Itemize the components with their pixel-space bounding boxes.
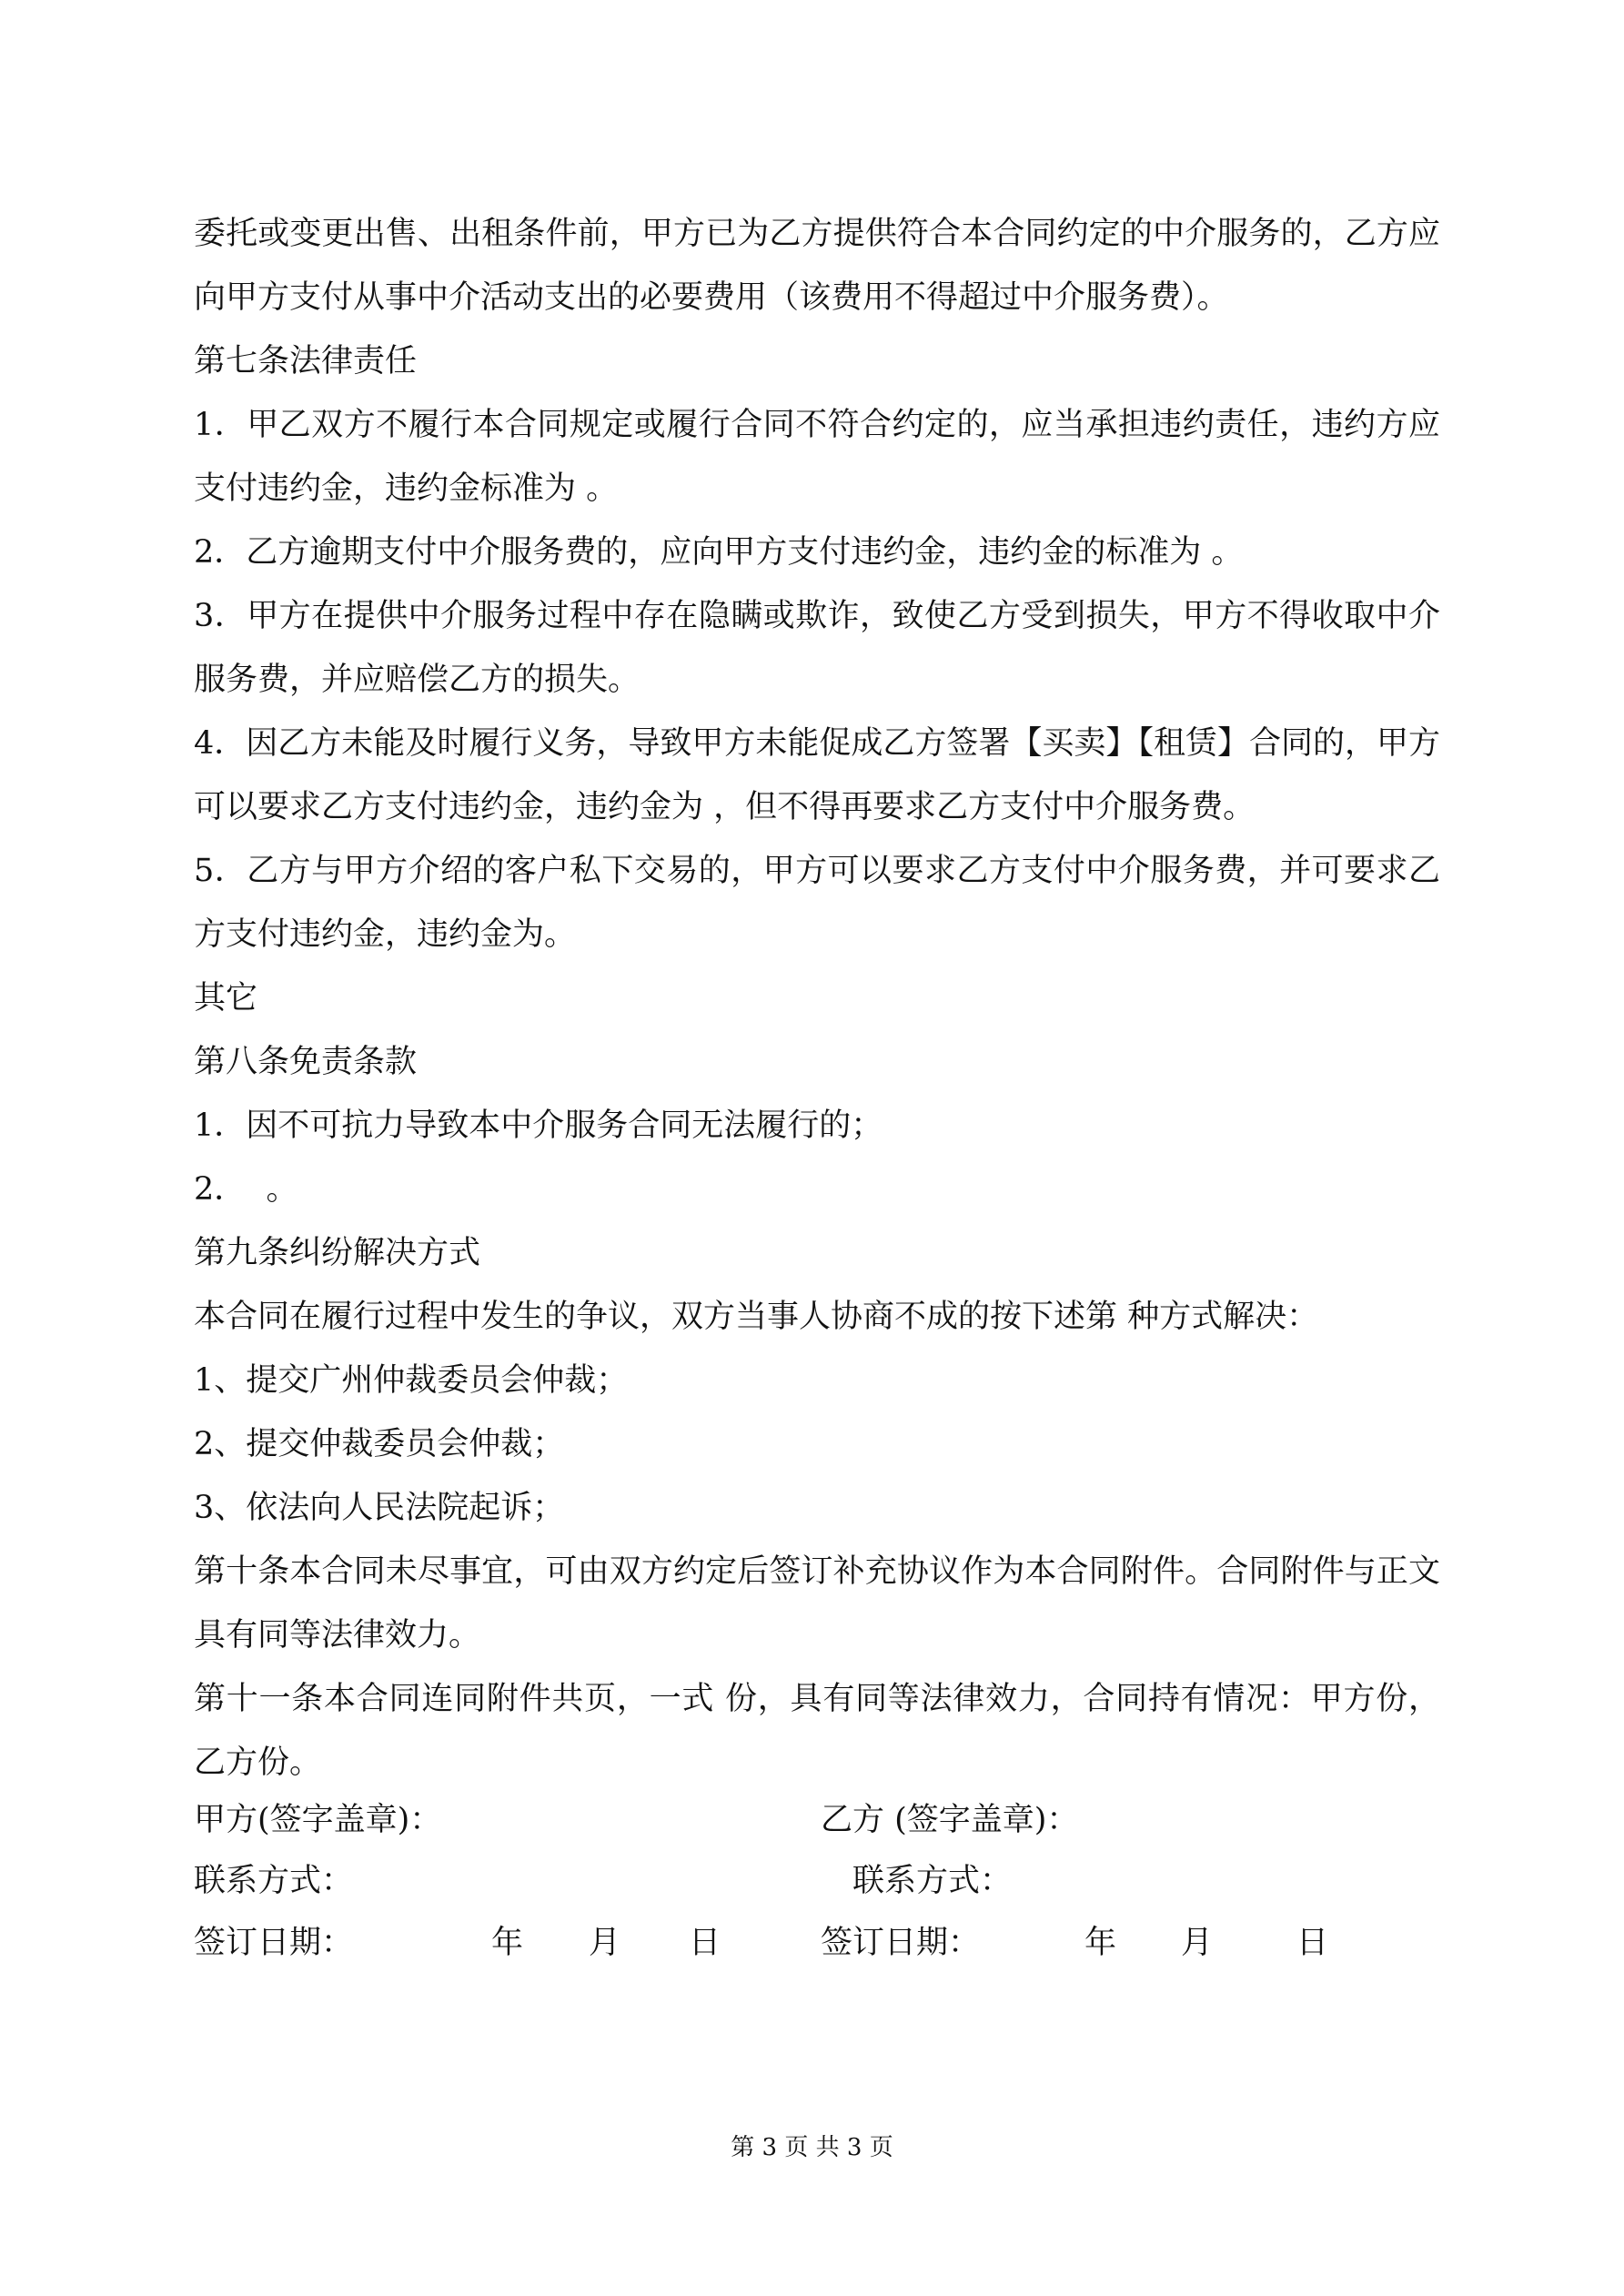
section-heading: 第七条法律责任 — [194, 343, 418, 379]
paragraph: 本合同在履行过程中发生的争议，双方当事人协商不成的按下述第 种方式解决： — [194, 1299, 1319, 1335]
party-b-month-label: 月 — [1181, 1925, 1214, 1961]
paragraph: 2．乙方逾期支付中介服务费的，应向甲方支付违约金，违约金的标准为 。 — [194, 534, 1244, 571]
party-b-year-label: 年 — [1084, 1925, 1117, 1961]
paragraph: 1．甲乙双方不履行本合同规定或履行合同不符合约定的，应当承担违约责任，违约方应支付违约金，违约金标准为 。 — [194, 407, 1440, 507]
party-a-day-label: 日 — [689, 1925, 721, 1961]
paragraph: 3、依法向人民法院起诉； — [194, 1490, 565, 1526]
paragraph: 1、提交广州仲裁委员会仲裁； — [194, 1362, 629, 1399]
section-heading: 第八条免责条款 — [194, 1044, 418, 1080]
section-heading: 第九条纠纷解决方式 — [194, 1235, 481, 1271]
paragraph: 第十条本合同未尽事宜，可由双方约定后签订补充协议作为本合同附件。合同附件与正文具有同等法律效力。 — [194, 1553, 1440, 1654]
paragraph: 3．甲方在提供中介服务过程中存在隐瞒或欺诈，致使乙方受到损失，甲方不得收取中介服务费，并应赔偿乙方的损失。 — [194, 598, 1440, 698]
paragraph: 2、提交仲裁委员会仲裁； — [194, 1426, 565, 1462]
paragraph: 1．因不可抗力导致本中介服务合同无法履行的； — [194, 1108, 883, 1144]
party-b-day-label: 日 — [1296, 1925, 1329, 1961]
party-a-year-label: 年 — [491, 1925, 524, 1961]
paragraph: 5．乙方与甲方介绍的客户私下交易的，甲方可以要求乙方支付中介服务费，并可要求乙方支付违约金，违约金为。 — [194, 853, 1440, 953]
party-a-contact-label: 联系方式： — [194, 1863, 354, 1899]
party-a-date-label: 签订日期： — [194, 1925, 354, 1961]
party-a-signature-label: 甲方(签字盖章)： — [194, 1802, 442, 1838]
page-number-footer: 第 3 页 共 3 页 — [731, 2134, 893, 2161]
party-b-signature-label: 乙方 (签字盖章)： — [821, 1802, 1079, 1838]
paragraph: 2． 。 — [194, 1171, 298, 1208]
party-b-contact-label: 联系方式： — [852, 1863, 1013, 1899]
paragraph: 委托或变更出售、出租条件前，甲方已为乙方提供符合本合同约定的中介服务的，乙方应向甲方支付从事中介活动支出的必要费用（该费用不得超过中介服务费）。 — [194, 216, 1440, 316]
paragraph: 第十一条本合同连同附件共页，一式 份，具有同等法律效力，合同持有情况：甲方份，乙方份。 — [194, 1681, 1440, 1781]
section-heading: 其它 — [194, 980, 258, 1017]
contract-body — [194, 202, 1440, 1795]
party-a-month-label: 月 — [589, 1925, 621, 1961]
paragraph: 4．因乙方未能及时履行义务，导致甲方未能促成乙方签署【买卖】【租赁】合同的，甲方可以要求乙方支付违约金，违约金为 ，但不得再要求乙方支付中介服务费。 — [194, 725, 1440, 825]
party-b-date-label: 签订日期： — [821, 1925, 981, 1961]
